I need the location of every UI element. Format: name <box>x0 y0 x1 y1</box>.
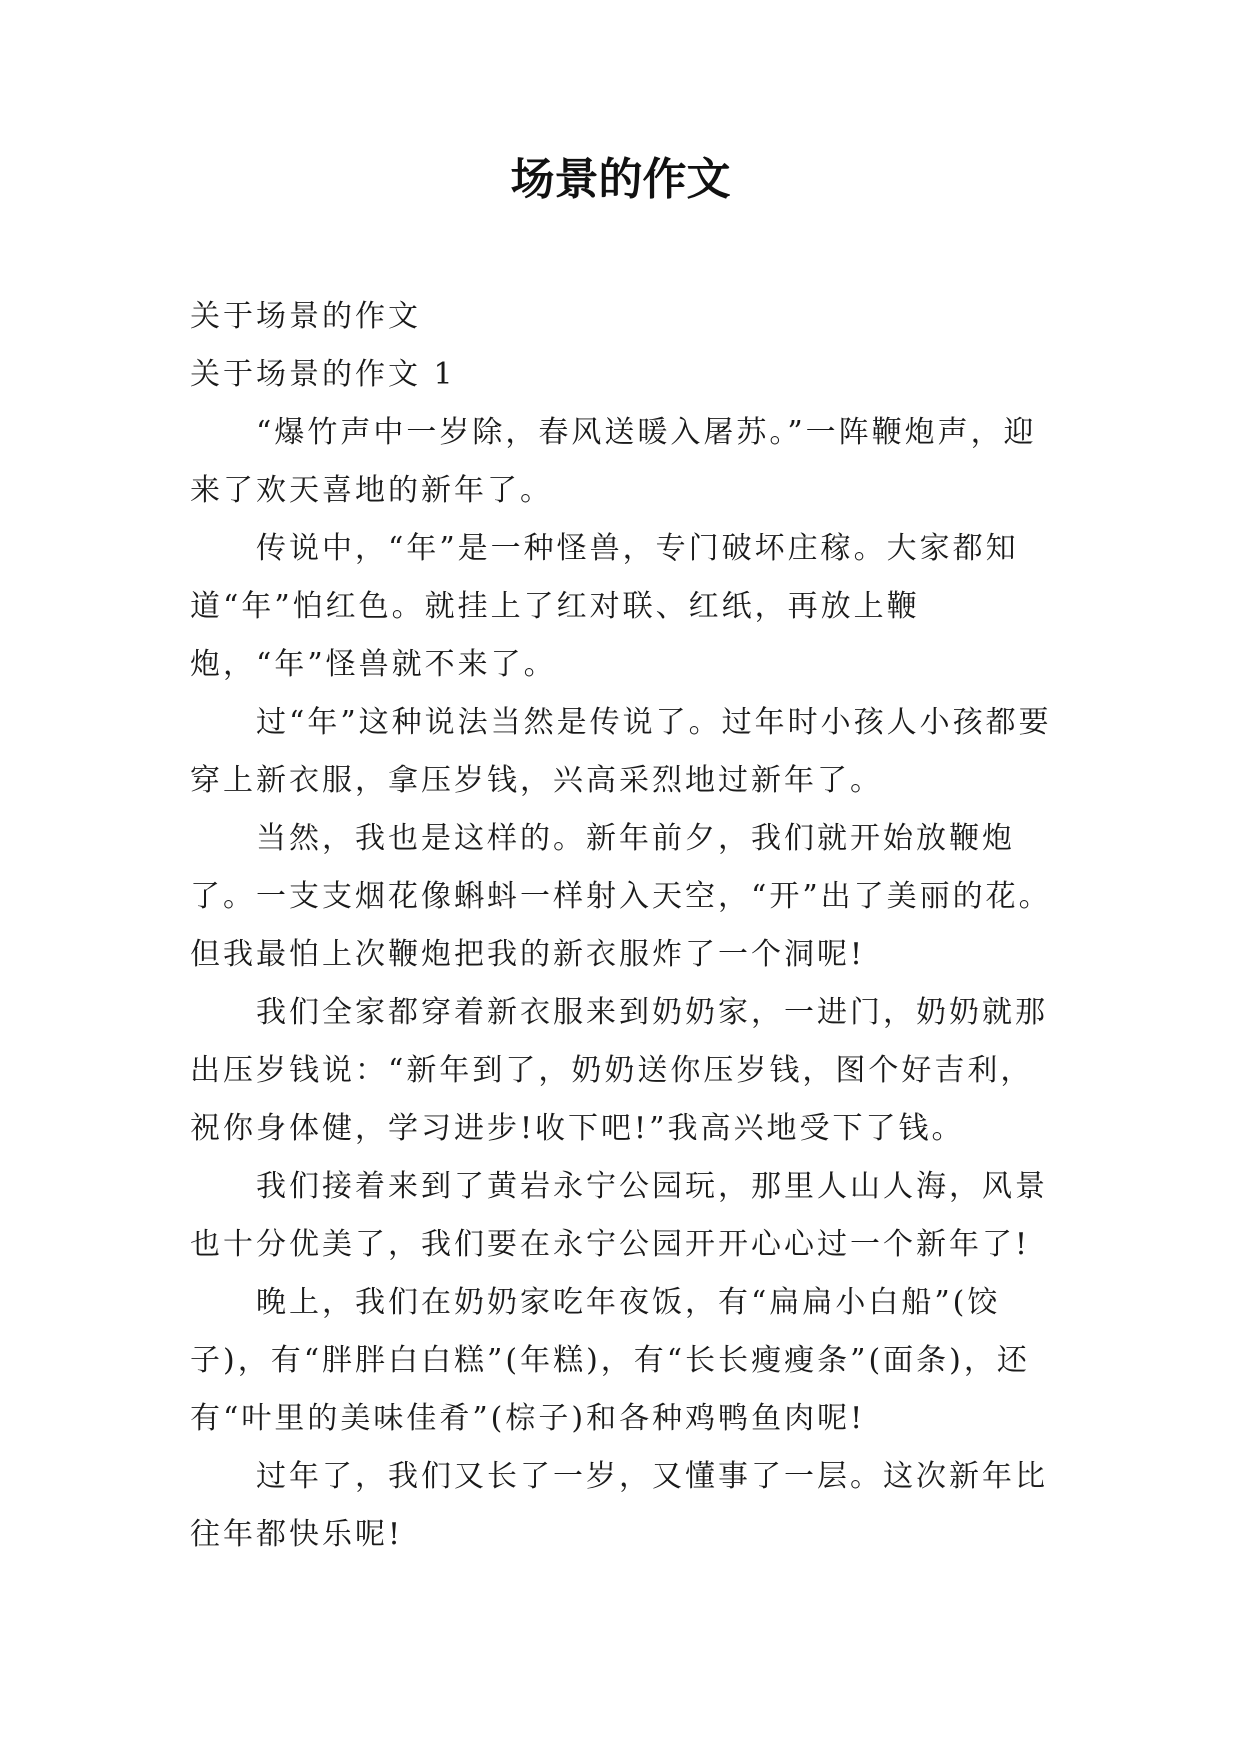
paragraph: 过年了，我们又长了一岁，又懂事了一层。这次新年比往年都快乐呢! <box>190 1459 1048 1552</box>
paragraph: 传说中，“年”是一种怪兽，专门破坏庄稼。大家都知道“年”怕红色。就挂上了红对联、红纸，再放上鞭炮，“年”怪兽就不来了。 <box>190 531 1019 682</box>
document-heading: 关于场景的作文 <box>190 299 421 334</box>
paragraph: 我们接着来到了黄岩永宁公园玩，那里人山人海，风景也十分优美了，我们要在永宁公园开开心心过一个新年了! <box>190 1169 1048 1262</box>
paragraph: 我们全家都穿着新衣服来到奶奶家，一进门，奶奶就那出压岁钱说：“新年到了，奶奶送你压岁钱，图个好吉利，祝你身体健，学习进步!收下吧!”我高兴地受下了钱。 <box>190 995 1048 1146</box>
paragraph: 晚上，我们在奶奶家吃年夜饭，有“扁扁小白船”(饺子)，有“胖胖白白糕”(年糕)，有“长长瘦瘦条”(面条)，还有“叶里的美味佳肴”(棕子)和各种鸡鸭鱼肉呢! <box>190 1285 1030 1436</box>
paragraph: 当然，我也是这样的。新年前夕，我们就开始放鞭炮了。一支支烟花像蝌蚪一样射入天空，“开”出了美丽的花。但我最怕上次鞭炮把我的新衣服炸了一个洞呢! <box>190 821 1052 972</box>
paragraph: “爆竹声中一岁除，春风送暖入屠苏。”一阵鞭炮声，迎来了欢天喜地的新年了。 <box>190 415 1037 508</box>
paragraph: 过“年”这种说法当然是传说了。过年时小孩人小孩都要穿上新衣服，拿压岁钱，兴高采烈地过新年了。 <box>190 705 1052 798</box>
page-title: 场景的作文 <box>510 154 731 205</box>
document-body <box>190 288 1060 1564</box>
document-subheading: 关于场景的作文 1 <box>190 357 456 392</box>
